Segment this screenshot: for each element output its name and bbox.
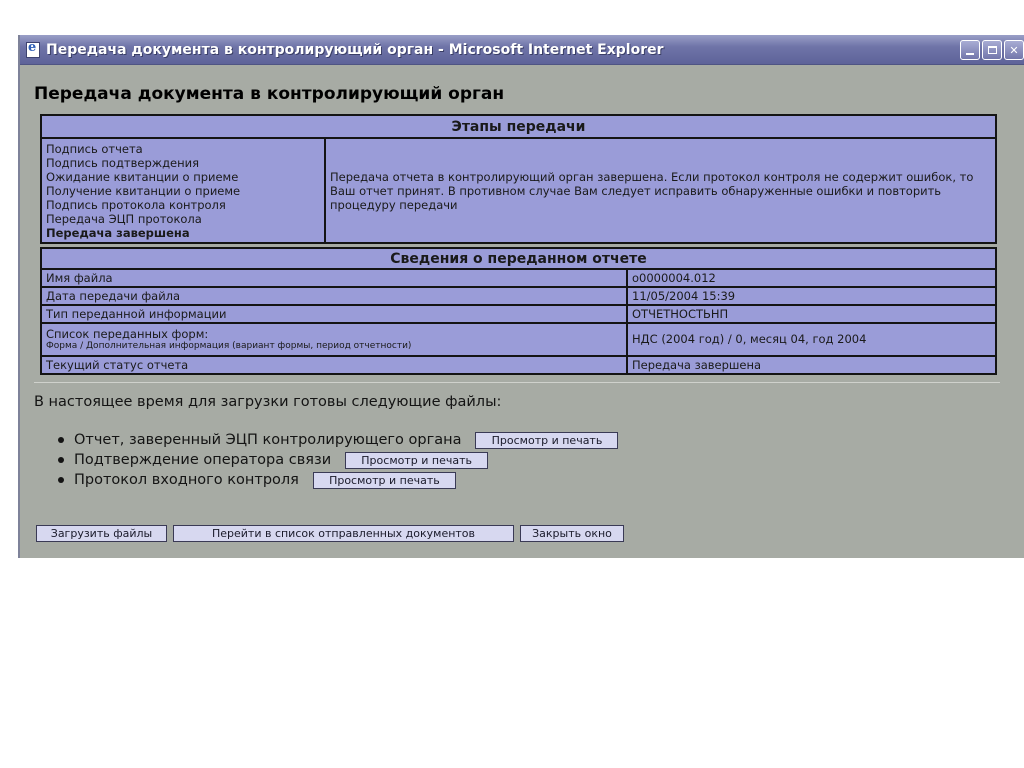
- report-info-header: Сведения о переданном отчете: [41, 248, 996, 269]
- table-row: [41, 269, 996, 287]
- close-window-button[interactable]: Закрыть окно: [520, 525, 624, 542]
- window-title: Передача документа в контролирующий орган - Microsoft Internet Explorer: [46, 41, 664, 58]
- row-value: Передача завершена: [627, 356, 996, 374]
- row-value: НДС (2004 год) / 0, месяц 04, год 2004: [627, 323, 996, 356]
- row-sublabel: Форма / Дополнительная информация (вариант формы, период отчетности): [46, 340, 412, 351]
- row-value: o0000004.012: [627, 269, 996, 287]
- goto-sent-documents-button[interactable]: Перейти в список отправленных документов: [173, 525, 514, 542]
- page-content: [20, 83, 1024, 490]
- row-label: Дата передачи файла: [41, 287, 627, 305]
- stage-item: Получение квитанции о приеме: [46, 184, 241, 198]
- table-row: [41, 356, 996, 374]
- list-item: [58, 470, 1024, 490]
- report-info-table: [40, 247, 997, 375]
- view-print-button[interactable]: Просмотр и печать: [475, 432, 618, 449]
- page-title: Передача документа в контролирующий орган: [34, 84, 505, 104]
- close-icon: ✕: [1009, 43, 1019, 57]
- minimize-button[interactable]: [960, 40, 980, 60]
- table-row: [41, 305, 996, 323]
- internet-explorer-icon[interactable]: [26, 42, 40, 58]
- minimize-icon: [966, 53, 974, 55]
- stages-header: Этапы передачи: [41, 115, 996, 138]
- close-button[interactable]: [1004, 40, 1024, 60]
- row-label: Тип переданной информации: [41, 305, 627, 323]
- window-controls: [960, 40, 1024, 60]
- stage-list: [41, 138, 325, 243]
- downloads-intro: В настоящее время для загрузки готовы следующие файлы:: [34, 394, 502, 410]
- download-files-list: [58, 430, 1024, 490]
- maximize-button[interactable]: [982, 40, 1002, 60]
- stages-table: [40, 114, 997, 244]
- stage-item: Ожидание квитанции о приеме: [46, 170, 239, 184]
- row-label: Список переданных форм:: [46, 326, 209, 341]
- bullet-icon: [58, 477, 64, 483]
- list-item: [58, 430, 1024, 450]
- download-files-button[interactable]: Загрузить файлы: [36, 525, 167, 542]
- stage-message: Передача отчета в контролирующий орган завершена. Если протокол контроля не содержит ошибок, то Ваш отчет принят. В противном случае Вам следует исправить обнаруженные ошибки и повторить процедуру передачи: [325, 138, 996, 243]
- stage-item: Подпись протокола контроля: [46, 198, 226, 212]
- row-label-forms: [41, 323, 627, 356]
- stage-item-current: Передача завершена: [46, 226, 190, 240]
- stage-item: Передача ЭЦП протокола: [46, 212, 202, 226]
- list-item: [58, 450, 1024, 470]
- maximize-icon: [988, 46, 997, 54]
- table-row: [41, 287, 996, 305]
- view-print-button[interactable]: Просмотр и печать: [345, 452, 488, 469]
- action-buttons: [36, 525, 624, 542]
- view-print-button[interactable]: Просмотр и печать: [313, 472, 456, 489]
- row-value: ОТЧЕТНОСТЬНП: [627, 305, 996, 323]
- bullet-icon: [58, 457, 64, 463]
- bullet-icon: [58, 437, 64, 443]
- browser-window: [18, 35, 1024, 558]
- row-label: Имя файла: [41, 269, 627, 287]
- divider: [34, 382, 1000, 383]
- file-name: Подтверждение оператора связи: [74, 452, 332, 468]
- file-name: Протокол входного контроля: [74, 472, 299, 488]
- row-label: Текущий статус отчета: [41, 356, 627, 374]
- stage-item: Подпись подтверждения: [46, 156, 200, 170]
- file-name: Отчет, заверенный ЭЦП контролирующего органа: [74, 432, 462, 448]
- title-bar[interactable]: [20, 35, 1024, 65]
- stage-item: Подпись отчета: [46, 142, 143, 156]
- table-row: [41, 323, 996, 356]
- row-value: 11/05/2004 15:39: [627, 287, 996, 305]
